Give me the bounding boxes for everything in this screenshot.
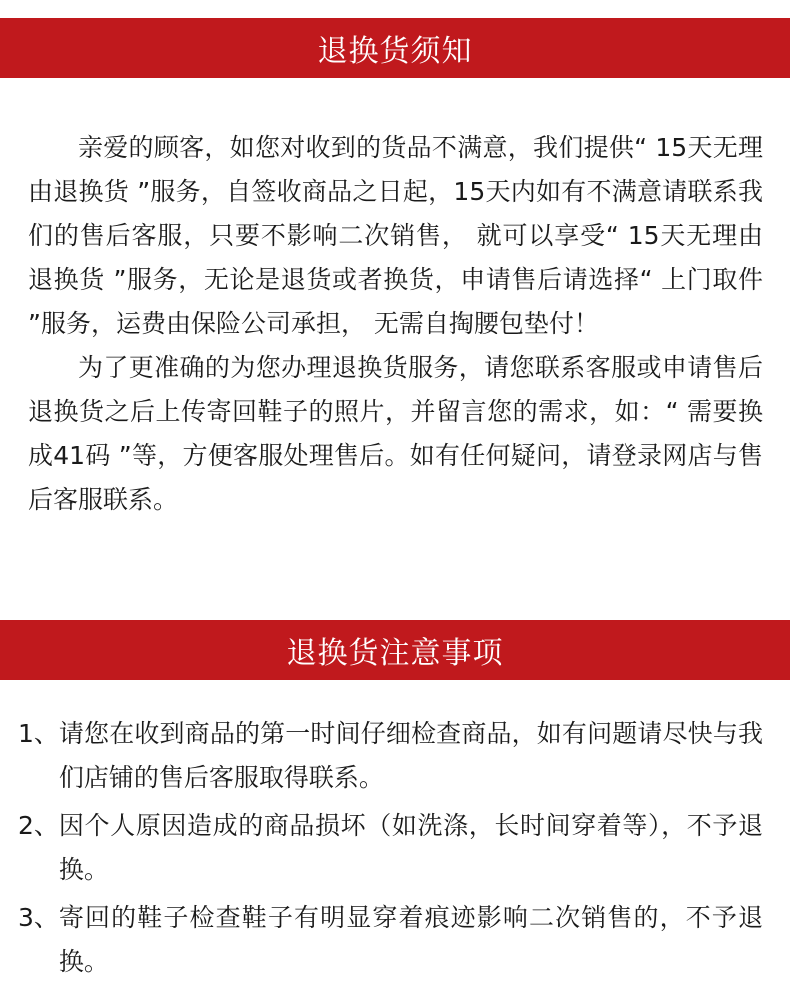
rules-item-2-text: 因个人原因造成的商品损坏（如洗涤，长时间穿着等），不予退换。 (58, 811, 763, 884)
rules-item-3 (18, 896, 763, 984)
notice-body (28, 126, 763, 522)
rules-item-3-text: 寄回的鞋子检查鞋子有明显穿着痕迹影响二次销售的，不予退换。 (58, 903, 763, 976)
rules-item-1-text: 请您在收到商品的第一时间仔细检查商品，如有问题请尽快与我们店铺的售后客服取得联系。 (58, 719, 763, 792)
rules-title-banner (0, 620, 790, 680)
notice-paragraph-1: 亲爱的顾客，如您对收到的货品不满意，我们提供“ 15天无理由退换货 ”服务，自签收商品之日起，15天内如有不满意请联系我们的售后客服，只要不影响二次销售， 就可以享受“ 15天无理由退换货 ”服务，无论是退货或者换货，申请售后请选择“ 上门取件 ”服务，运费由保险公司承担， 无需自掏腰包垫付！ (28, 133, 763, 338)
notice-title-banner (0, 18, 790, 78)
rules-title: 退换货注意事项 (286, 636, 504, 671)
rules-item-2-number: 2、 (18, 811, 59, 840)
rules-item-1 (18, 712, 763, 800)
rules-list (18, 712, 763, 988)
notice-paragraph-2: 为了更准确的为您办理退换货服务，请您联系客服或申请售后退换货之后上传寄回鞋子的照片，并留言您的需求，如：“ 需要换成41码 ”等，方便客服处理售后。如有任何疑问，请登录网店与售后客服联系。 (28, 353, 763, 514)
rules-item-1-number: 1、 (18, 719, 59, 748)
notice-title: 退换货须知 (317, 34, 473, 69)
rules-item-3-number: 3、 (18, 903, 59, 932)
rules-item-2 (18, 804, 763, 892)
